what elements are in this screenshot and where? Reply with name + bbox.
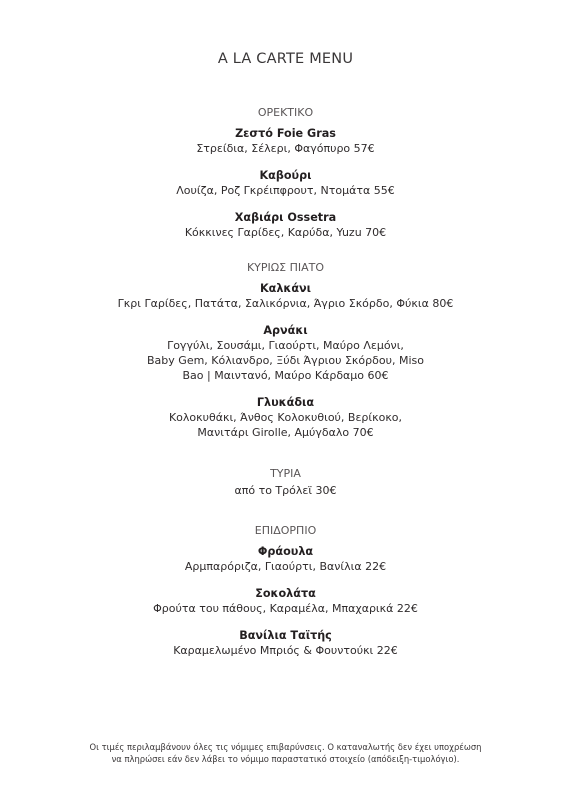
dish-item (0, 126, 571, 156)
dish-description-line: Λουίζα, Ροζ Γκρέιπφρουτ, Ντομάτα 55€ (176, 184, 395, 197)
dish-item (0, 586, 571, 616)
dish-item (0, 281, 571, 311)
dish-description-line: Κόκκινες Γαρίδες, Καρύδα, Yuzu 70€ (184, 226, 387, 239)
section-title: ΕΠΙΔΟΡΠΙΟ (254, 524, 317, 537)
menu-body (0, 106, 571, 658)
dish-description-line: Καραμελωμένο Μπριός & Φουντούκι 22€ (173, 644, 398, 657)
dish-description-line: Στρείδια, Σέλερι, Φαγόπυρο 57€ (196, 142, 375, 155)
dish-name: Χαβιάρι Ossetra (234, 211, 337, 224)
legal-footer (0, 741, 571, 765)
dish-name: Ζεστό Foie Gras (235, 127, 336, 140)
dish-item (0, 323, 571, 383)
dish-description (0, 296, 571, 311)
section-main-course (0, 261, 571, 440)
menu-title: A LA CARTE MENU (217, 51, 354, 67)
dish-description (0, 141, 571, 156)
dish-item (0, 628, 571, 658)
dish-description-line: από το Τρόλεϊ 30€ (234, 484, 337, 497)
dish-description-line: Γκρι Γαρίδες, Πατάτα, Σαλικόρνια, Άγριο Σκόρδο, Φύκια 80€ (117, 297, 454, 310)
dish-name: Φράουλα (257, 545, 314, 558)
dish-description (0, 643, 571, 658)
dish-description-line: Αρμπαρόριζα, Γιαούρτι, Βανίλια 22€ (184, 560, 387, 573)
dish-item (0, 395, 571, 440)
dish-description (0, 483, 571, 498)
dish-name: Γλυκάδια (256, 396, 315, 409)
dish-item (0, 168, 571, 198)
section-title: ΟΡΕΚΤΙΚΟ (257, 106, 314, 119)
dish-description-line: Κολοκυθάκι, Άνθος Κολοκυθιού, Βερίκοκο, (168, 411, 403, 424)
dish-description (0, 559, 571, 574)
dish-description-line: Φρούτα του πάθους, Καραμέλα, Μπαχαρικά 22€ (153, 602, 418, 615)
dish-description-line: Baby Gem, Κόλιανδρο, Ξύδι Άγριου Σκόρδου, Miso (147, 354, 424, 367)
dish-name: Καβούρι (259, 169, 312, 182)
dish-name: Καλκάνι (259, 282, 312, 295)
dish-description-line: Μανιτάρι Girolle, Αμύγδαλο 70€ (197, 426, 374, 439)
section-title: ΤΥΡΙΑ (270, 467, 301, 480)
dish-description (0, 338, 571, 383)
dish-item (0, 210, 571, 240)
dish-name: Βανίλια Ταϊτής (239, 629, 332, 642)
dish-description (0, 183, 571, 198)
dish-description (0, 225, 571, 240)
section-cheese (0, 467, 571, 498)
dish-description (0, 601, 571, 616)
dish-name: Σοκολάτα (255, 587, 316, 600)
dish-description-line: Bao | Μαιντανό, Μαύρο Κάρδαμο 60€ (182, 369, 389, 382)
section-appetizer (0, 106, 571, 240)
section-dessert (0, 524, 571, 658)
section-title: ΚΥΡΙΩΣ ΠΙΑΤΟ (246, 261, 325, 274)
dish-description (0, 410, 571, 440)
footer-line: να πληρώσει εάν δεν λάβει το νόμιμο παραστατικό στοιχείο (απόδειξη-τιμολόγιο). (111, 754, 460, 764)
dish-description-line: Γογγύλι, Σουσάμι, Γιαούρτι, Μαύρο Λεμόνι, (167, 339, 404, 352)
footer-line: Οι τιμές περιλαμβάνουν όλες τις νόμιμες επιβαρύνσεις. Ο καταναλωτής δεν έχει υποχρέωση (89, 742, 482, 752)
dish-name: Αρνάκι (263, 324, 308, 337)
dish-item (0, 544, 571, 574)
